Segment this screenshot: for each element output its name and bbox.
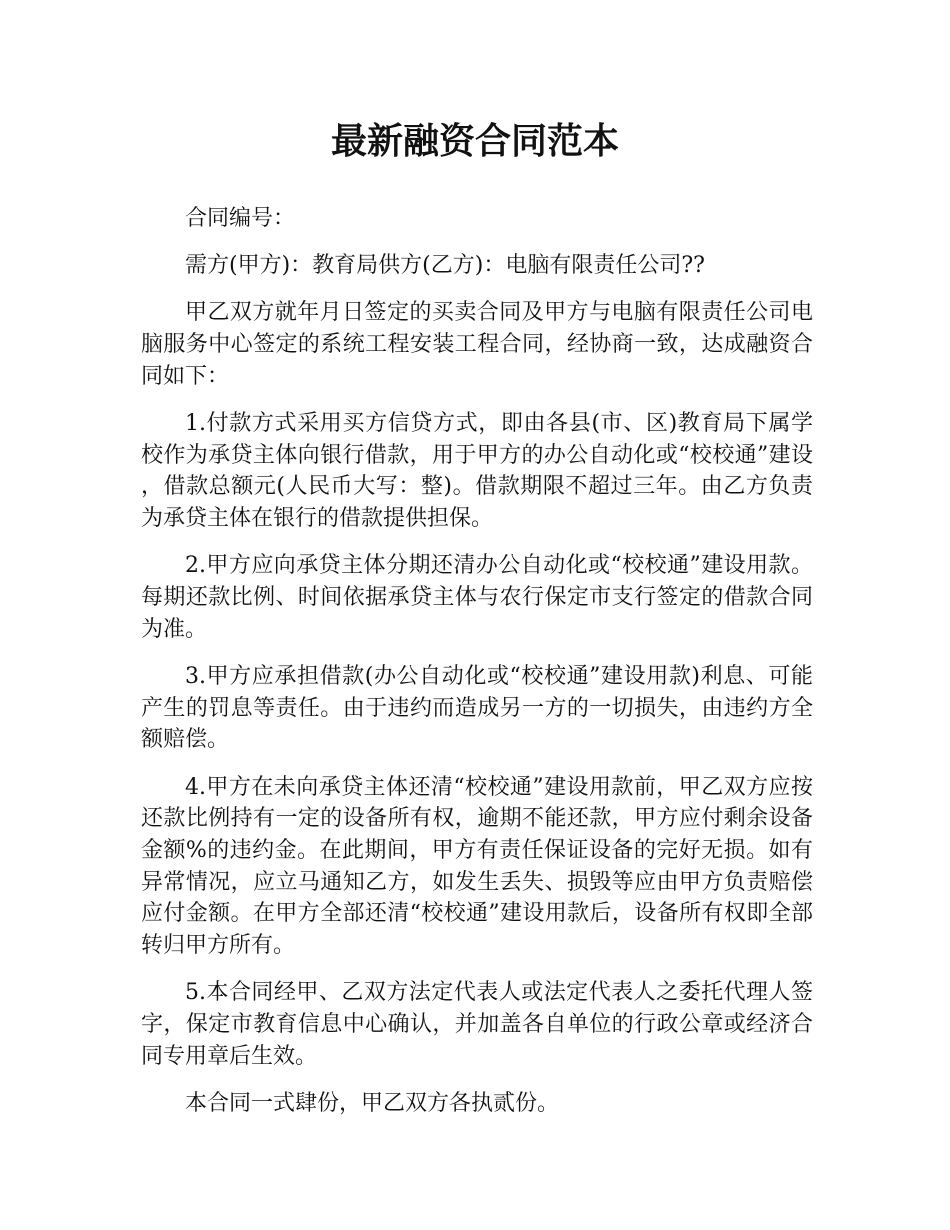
document-body: [141, 203, 813, 1135]
document-title: 最新融资合同范本: [330, 121, 619, 162]
clause-1-payment-method: 1.付款方式采用买方信贷方式，即由各县(市、区)教育局下属学校作为承贷主体向银行借款，用于甲方的办公自动化或“校校通”建设，借款总额元(人民币大写：整)。借款期限不超过三年。由乙方负责为承贷主体在银行的借款提供担保。: [141, 411, 813, 532]
clause-2-repayment: 2.甲方应向承贷主体分期还清办公自动化或“校校通”建设用款。每期还款比例、时间依据承贷主体与农行保定市支行签定的借款合同为准。: [141, 553, 813, 642]
clause-3-interest-liability: 3.甲方应承担借款(办公自动化或“校校通”建设用款)利息、可能产生的罚息等责任。由于违约而造成另一方的一切损失，由违约方全额赔偿。: [141, 663, 813, 753]
parties-line: 需方(甲方)：教育局供方(乙方)：电脑有限责任公司??: [185, 253, 705, 279]
copies-statement: 本合同一式肆份，甲乙双方各执贰份。: [185, 1090, 560, 1116]
clause-5-effectiveness: 5.本合同经甲、乙双方法定代表人或法定代表人之委托代理人签字，保定市教育信息中心确认，并加盖各自单位的行政公章或经济合同专用章后生效。: [141, 980, 813, 1069]
clause-4-equipment-ownership: 4.甲方在未向承贷主体还清“校校通”建设用款前，甲乙双方应按还款比例持有一定的设备所有权，逾期不能还款，甲方应付剩余设备金额%的违约金。在此期间，甲方有责任保证设备的完好无损。如有异常情况，应立马通知乙方，如发生丢失、损毁等应由甲方负责赔偿应付金额。在甲方全部还清“校校通”建设用款后，设备所有权即全部转归甲方所有。: [141, 774, 813, 959]
preamble-paragraph: 甲乙双方就年月日签定的买卖合同及甲方与电脑有限责任公司电脑服务中心签定的系统工程安装工程合同，经协商一致，达成融资合同如下：: [141, 300, 813, 389]
contract-number-line: 合同编号：: [185, 206, 296, 231]
